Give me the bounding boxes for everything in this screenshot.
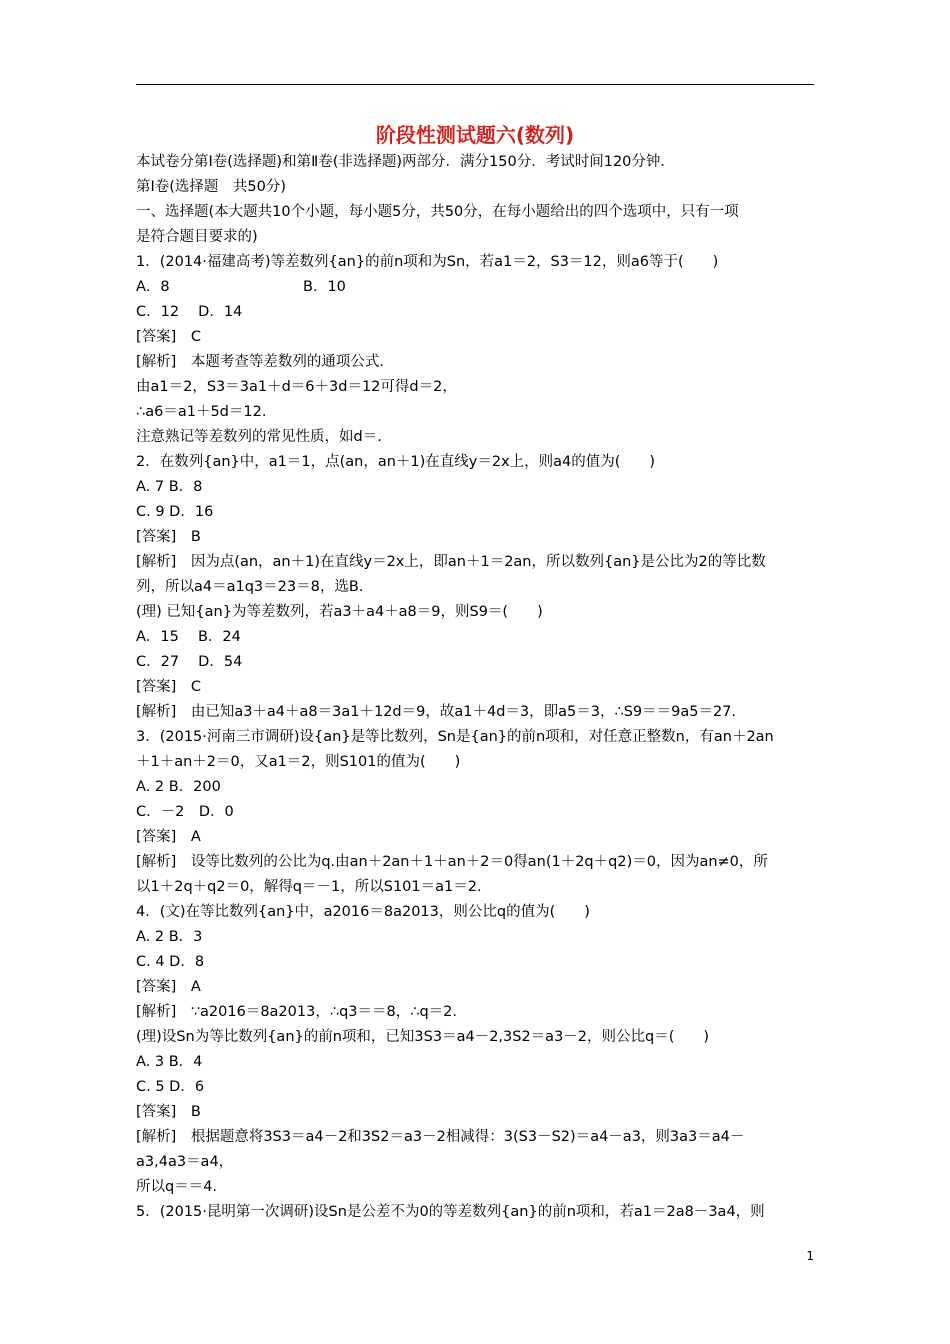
text-line: 由a1＝2，S3＝3a1＋d＝6＋3d＝12可得d＝2， bbox=[136, 379, 457, 395]
text-line: C. 9 D．16 bbox=[136, 504, 214, 520]
text-line: A. 7 B．8 bbox=[136, 479, 203, 495]
text-line: [解析] 设等比数列的公比为q.由an＋2an＋1＋an＋2＝0得an(1＋2q＋q2)＝0，因为an≠0，所 bbox=[136, 854, 768, 870]
text-line: 所以q＝＝4. bbox=[136, 1179, 218, 1195]
text-line: 4．(文)在等比数列{an}中，a2016＝8a2013，则公比q的值为( ) bbox=[136, 904, 590, 920]
header-rule bbox=[136, 84, 814, 85]
text-line: 以1＋2q＋q2＝0，解得q＝－1，所以S101＝a1＝2. bbox=[136, 879, 482, 895]
page-number: 1 bbox=[806, 1249, 814, 1263]
option-text: B．10 bbox=[303, 279, 346, 295]
document-title: 阶段性测试题六(数列) bbox=[375, 123, 575, 147]
text-line: A．15 B．24 bbox=[136, 629, 241, 645]
text-line: [答案] A bbox=[136, 829, 201, 845]
text-line: C．－2 D．0 bbox=[136, 804, 234, 820]
text-line: a3,4a3＝a4， bbox=[136, 1154, 234, 1170]
text-line: [解析] 因为点(an，an＋1)在直线y＝2x上，即an＋1＝2an，所以数列{an}是公比为2的等比数 bbox=[136, 554, 766, 570]
text-line: [解析] 根据题意将3S3＝a4－2和3S2＝a3－2相减得：3(S3－S2)＝a4－a3，则3a3＝a4－ bbox=[136, 1129, 745, 1145]
text-line: A. 2 B．200 bbox=[136, 779, 221, 795]
text-line: [解析] ∵a2016＝8a2013，∴q3＝＝8，∴q＝2. bbox=[136, 1004, 457, 1020]
text-line: A. 2 B．3 bbox=[136, 929, 203, 945]
text-line: [答案] A bbox=[136, 979, 201, 995]
text-line: (理) 已知{an}为等差数列，若a3＋a4＋a8＝9，则S9＝( ) bbox=[136, 604, 543, 620]
text-line: [答案] B bbox=[136, 1104, 201, 1120]
text-line: ∴a6＝a1＋5d＝12. bbox=[136, 404, 267, 420]
text-line: 一、选择题(本大题共10个小题，每小题5分，共50分，在每小题给出的四个选项中，只有一项 bbox=[136, 204, 739, 220]
text-line: 2．在数列{an}中，a1＝1，点(an，an＋1)在直线y＝2x上，则a4的值为( ) bbox=[136, 454, 656, 470]
text-line: [答案] B bbox=[136, 529, 201, 545]
text-line: A. 3 B．4 bbox=[136, 1054, 203, 1070]
text-line: C. 4 D．8 bbox=[136, 954, 205, 970]
text-line: 1．(2014·福建高考)等差数列{an}的前n项和为Sn，若a1＝2，S3＝12，则a6等于( ) bbox=[136, 254, 719, 270]
text-line: [答案] C bbox=[136, 679, 201, 695]
text-line: (理)设Sn为等比数列{an}的前n项和，已知3S3＝a4－2,3S2＝a3－2，则公比q＝( ) bbox=[136, 1029, 710, 1045]
text-line: 本试卷分第Ⅰ卷(选择题)和第Ⅱ卷(非选择题)两部分．满分150分．考试时间120分钟． bbox=[136, 154, 675, 170]
document-body bbox=[136, 150, 814, 1225]
text-line: C. 5 D．6 bbox=[136, 1079, 205, 1095]
text-line: 注意熟记等差数列的常见性质，如d＝. bbox=[136, 429, 382, 445]
text-line: 3．(2015·河南三市调研)设{an}是等比数列，Sn是{an}的前n项和，对任意正整数n，有an＋2an bbox=[136, 729, 774, 745]
text-line: 第Ⅰ卷(选择题 共50分) bbox=[136, 179, 287, 195]
text-line: [解析] 本题考查等差数列的通项公式． bbox=[136, 354, 394, 370]
text-line: C．12 D．14 bbox=[136, 304, 243, 320]
text-line: 5．(2015·昆明第一次调研)设Sn是公差不为0的等差数列{an}的前n项和，若a1＝2a8－3a4，则 bbox=[136, 1204, 765, 1220]
text-line: ＋1＋an＋2＝0，又a1＝2，则S101的值为( ) bbox=[136, 754, 461, 770]
text-line bbox=[136, 275, 814, 300]
text-line: [答案] C bbox=[136, 329, 201, 345]
option-text: A．8 bbox=[136, 279, 170, 295]
text-line: 是符合题目要求的) bbox=[136, 229, 258, 245]
text-line: 列，所以a4＝a1q3＝23＝8，选B. bbox=[136, 579, 364, 595]
text-line: [解析] 由已知a3＋a4＋a8＝3a1＋12d＝9，故a1＋4d＝3，即a5＝3，∴S9＝＝9a5＝27. bbox=[136, 704, 737, 720]
text-line: C．27 D．54 bbox=[136, 654, 243, 670]
